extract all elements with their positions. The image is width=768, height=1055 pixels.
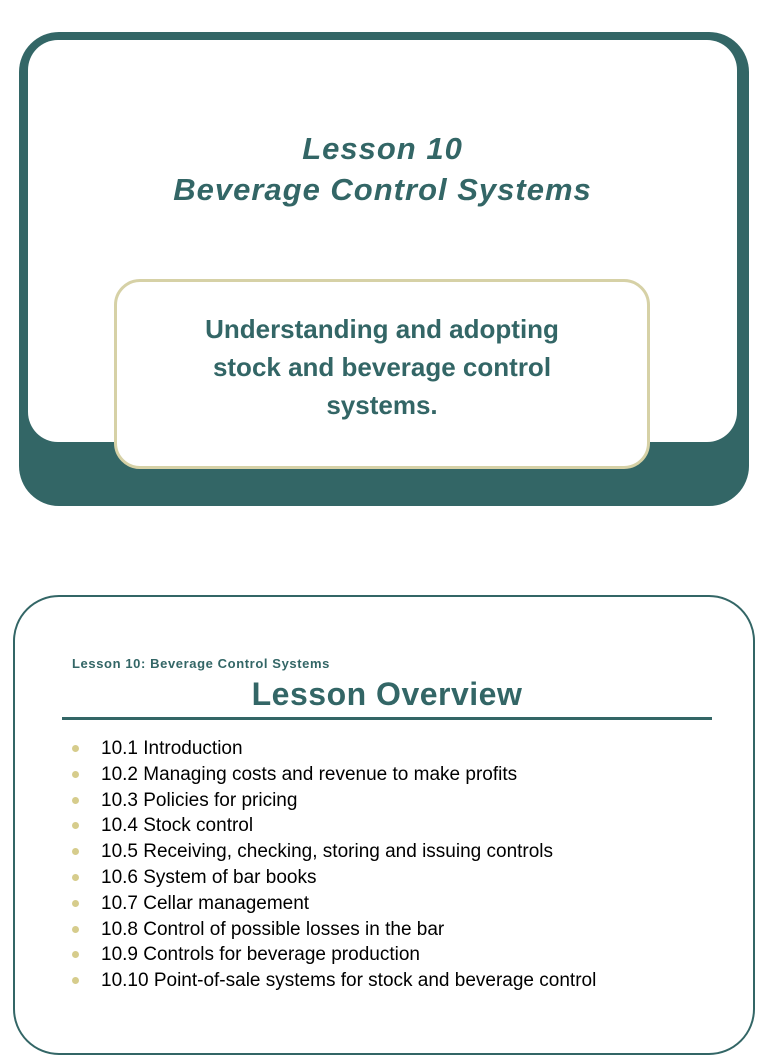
slide-subtitle (114, 310, 650, 424)
list-item-text: 10.6 System of bar books (101, 866, 317, 888)
bullet-icon (72, 771, 79, 778)
subtitle-line: Understanding and adopting (205, 314, 559, 344)
bullet-icon (72, 900, 79, 907)
slide-title-line2: Beverage Control Systems (173, 172, 592, 207)
list-item-text: 10.8 Control of possible losses in the bar (101, 918, 445, 940)
bullet-icon (72, 797, 79, 804)
slide-header: Lesson 10: Beverage Control Systems (72, 656, 330, 671)
title-divider (62, 717, 712, 720)
slide-title (28, 128, 737, 210)
bullet-icon (72, 745, 79, 752)
list-item-text: 10.9 Controls for beverage production (101, 944, 420, 966)
list-item-text: 10.3 Policies for pricing (101, 789, 298, 811)
list-item-text: 10.4 Stock control (101, 815, 254, 837)
bullet-icon (72, 926, 79, 933)
overview-title: Lesson Overview (251, 676, 523, 712)
list-item-text: 10.2 Managing costs and revenue to make profits (101, 763, 518, 785)
list-item-text: 10.1 Introduction (101, 738, 243, 759)
list-item-text: 10.5 Receiving, checking, storing and issuing controls (101, 841, 554, 863)
list-item-text: 10.7 Cellar management (101, 892, 310, 914)
subtitle-line: systems. (326, 390, 438, 420)
subtitle-line: stock and beverage control (212, 352, 552, 382)
list-item-text: 10.10 Point-of-sale systems for stock and beverage control (101, 970, 597, 992)
slide-title-line1: Lesson 10 (302, 131, 463, 166)
bullet-icon (72, 874, 79, 881)
